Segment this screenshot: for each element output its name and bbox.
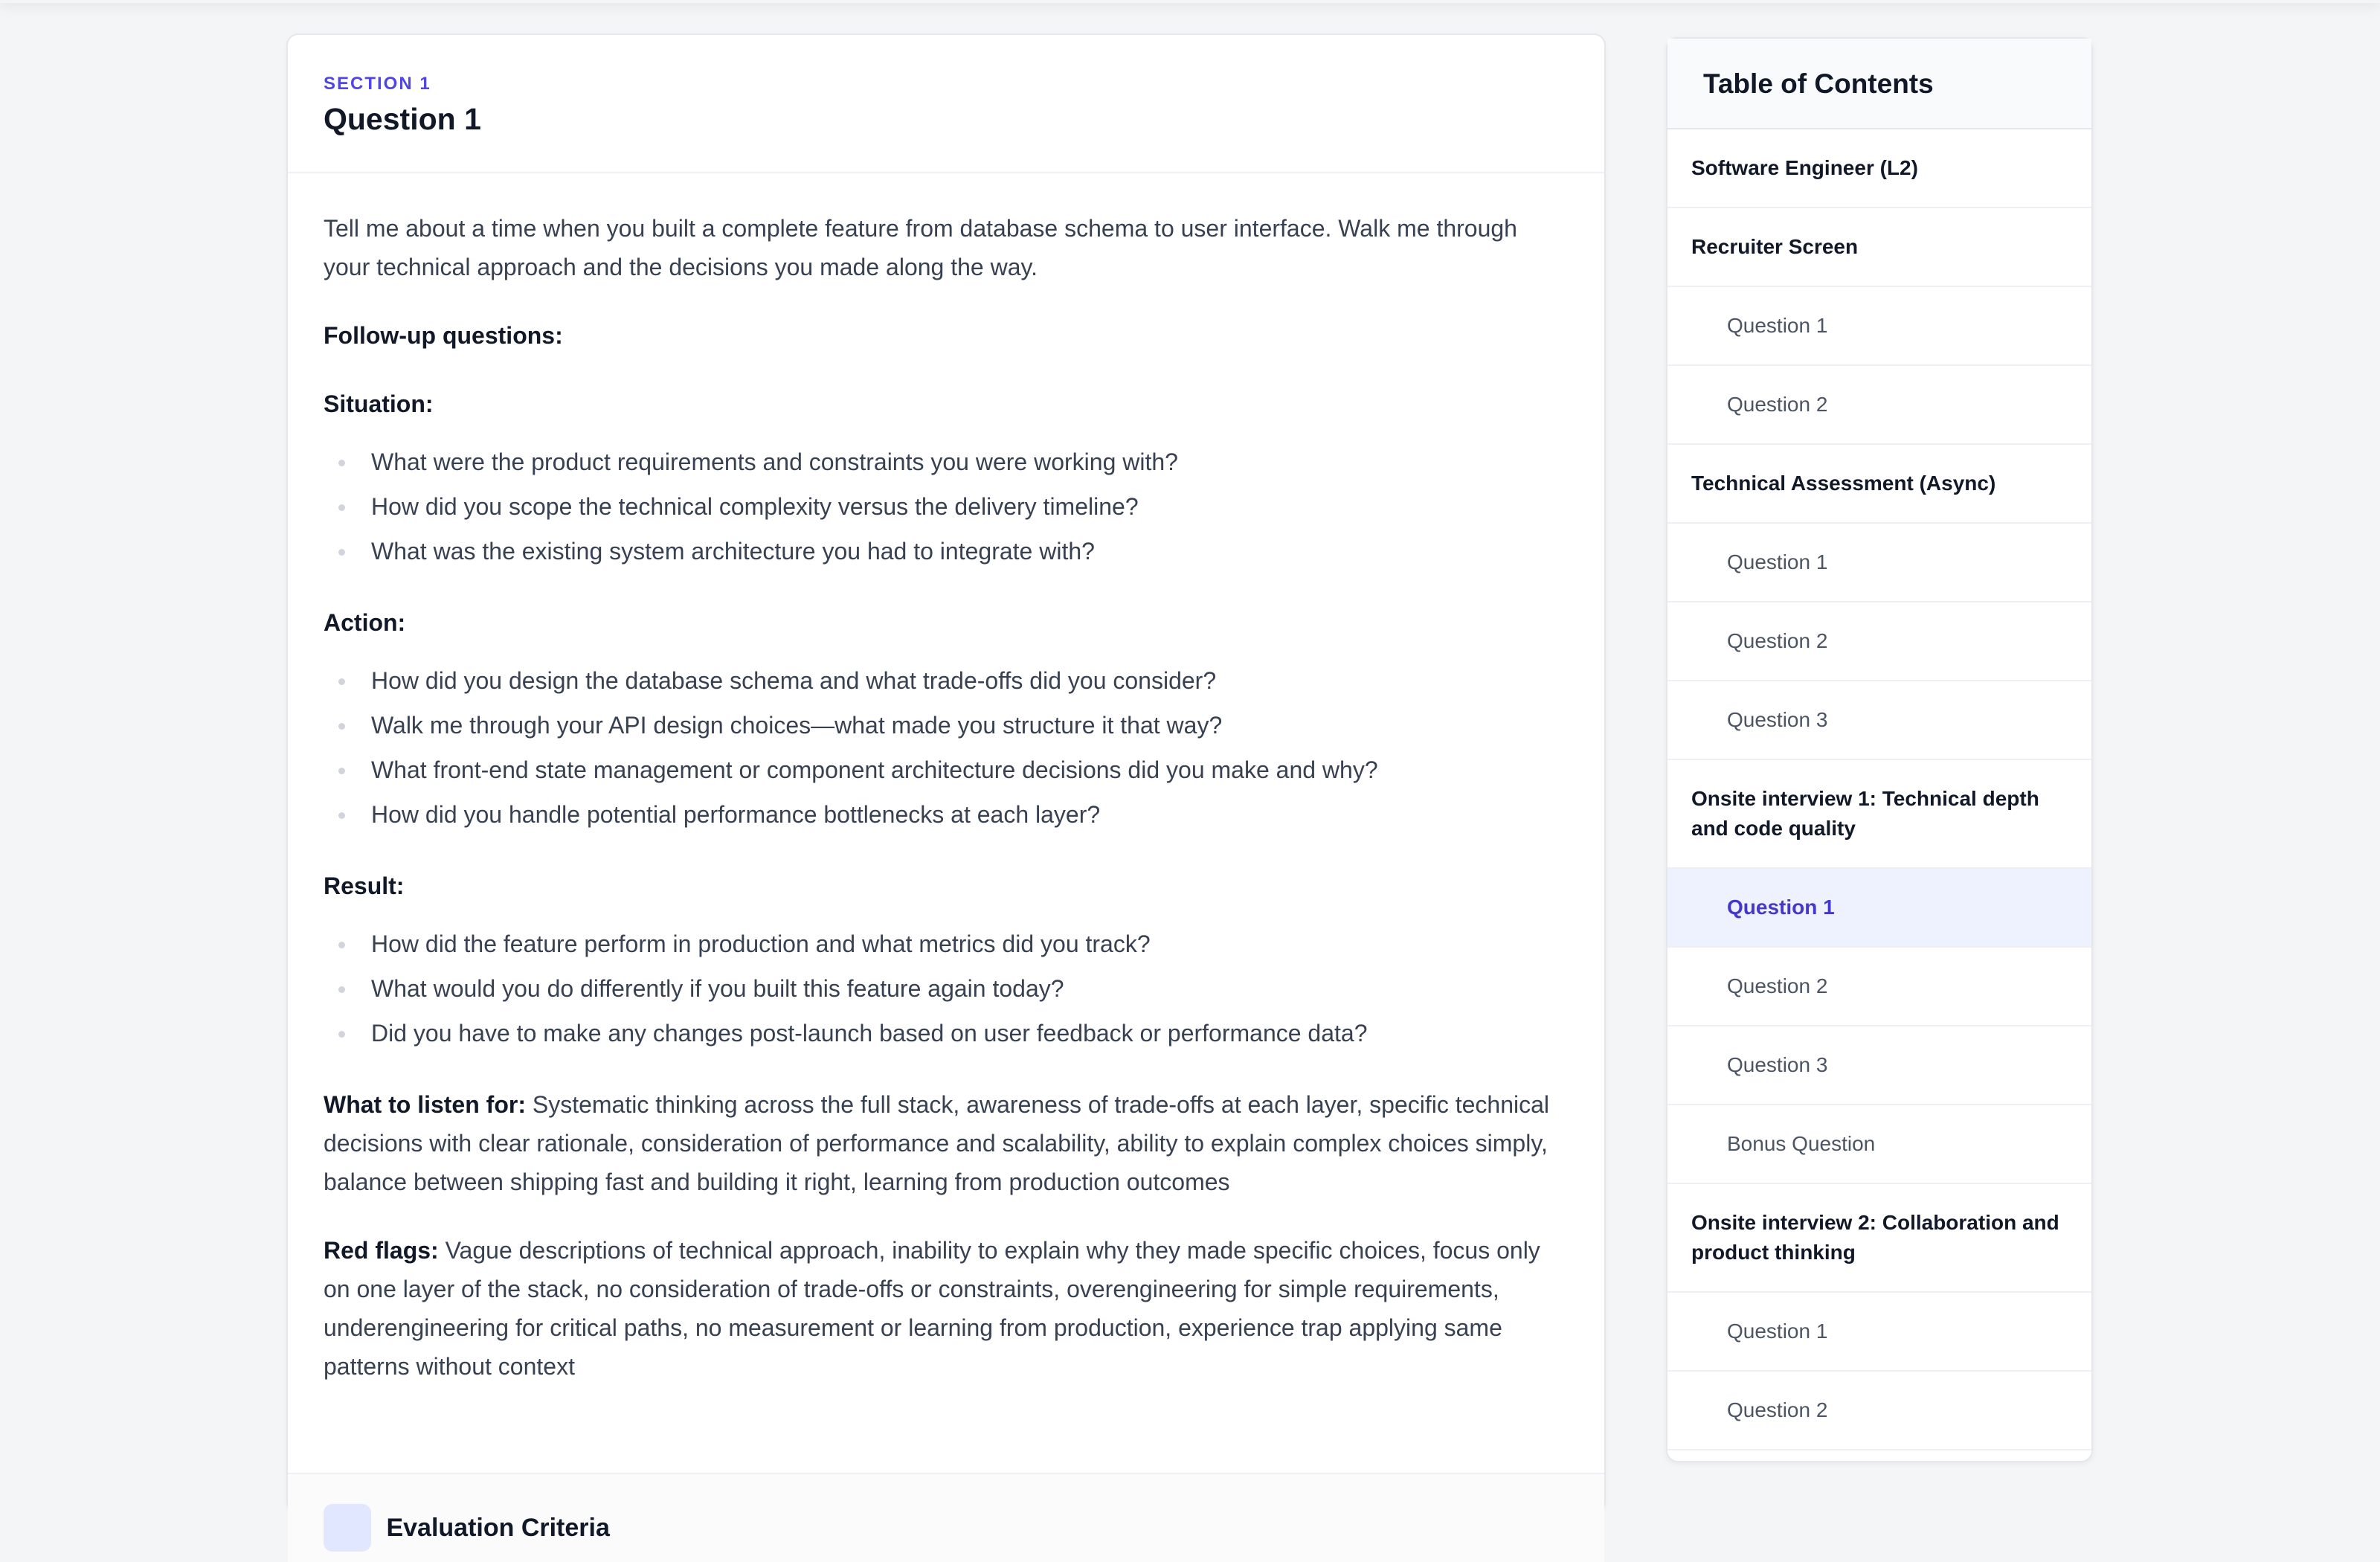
toc-section-item[interactable]: Recruiter Screen	[1667, 208, 2091, 287]
list-item: What were the product requirements and constraints you were working with?	[324, 440, 1569, 484]
question-header	[288, 35, 1604, 173]
section-eyebrow: SECTION 1	[324, 74, 431, 94]
list-item: What was the existing system architecture you had to integrate with?	[324, 529, 1569, 573]
list-item: What would you do differently if you built this feature again today?	[324, 966, 1569, 1011]
red-flags-label: Red flags:	[324, 1237, 439, 1264]
list-item: What front-end state management or component architecture decisions did you make and why?	[324, 748, 1569, 792]
red-flags-text: Vague descriptions of technical approach, inability to explain why they made specific choices, focus only on one layer of the stack, no consideration of trade-offs or constraints, overengineering for simple requirements, underengineering for critical paths, no measurement or learning from production, experience trap applying same patterns without context	[324, 1237, 1540, 1380]
group-action	[324, 603, 1569, 837]
clipboard-icon	[324, 1504, 371, 1552]
listen-for-text: Systematic thinking across the full stack, awareness of trade-offs at each layer, specific technical decisions with clear rationale, consideration of performance and scalability, ability to explain complex choices simply, balance between shipping fast and building it right, learning from production outcomes	[324, 1091, 1550, 1195]
toc-title: Table of Contents	[1667, 39, 2091, 129]
list-item: How did the feature perform in production and what metrics did you track?	[324, 922, 1569, 966]
toc-question-item-active[interactable]: Question 1	[1667, 869, 2091, 948]
group-label: Result:	[324, 872, 405, 899]
bullet-list	[324, 440, 1569, 573]
toc-question-item[interactable]: Question 2	[1667, 948, 2091, 1026]
group-label: Action:	[324, 609, 406, 636]
list-item: How did you design the database schema and what trade-offs did you consider?	[324, 658, 1569, 703]
listen-for-paragraph	[324, 1085, 1569, 1201]
toc-question-item[interactable]: Question 3	[1667, 1026, 2091, 1105]
top-bar-shadow	[0, 0, 2380, 3]
bullet-list	[324, 922, 1569, 1055]
list-item: Walk me through your API design choices—what made you structure it that way?	[324, 703, 1569, 748]
group-situation	[324, 385, 1569, 573]
toc-question-item[interactable]: Question 3	[1667, 681, 2091, 760]
red-flags-paragraph	[324, 1231, 1569, 1386]
table-of-contents	[1666, 37, 2093, 1462]
toc-question-item[interactable]: Question 1	[1667, 524, 2091, 602]
list-item: Did you have to make any changes post-launch based on user feedback or performance data?	[324, 1011, 1569, 1055]
evaluation-label: Evaluation Criteria	[386, 1513, 610, 1542]
toc-question-item[interactable]: Question 2	[1667, 602, 2091, 681]
toc-section-item[interactable]: Onsite interview 1: Technical depth and code quality	[1667, 760, 2091, 869]
question-card	[286, 33, 1606, 1542]
toc-question-item[interactable]: Question 2	[1667, 1372, 2091, 1450]
toc-section-item[interactable]: Software Engineer (L2)	[1667, 129, 2091, 208]
toc-question-item[interactable]: Question 1	[1667, 287, 2091, 366]
bullet-list	[324, 658, 1569, 837]
group-label: Situation:	[324, 390, 434, 417]
list-item: How did you scope the technical complexity versus the delivery timeline?	[324, 484, 1569, 529]
evaluation-section	[288, 1473, 1604, 1562]
toc-question-item[interactable]: Bonus Question	[1667, 1105, 2091, 1184]
toc-section-item[interactable]: Technical Assessment (Async)	[1667, 445, 2091, 524]
question-body	[288, 173, 1604, 1386]
question-title: Question 1	[324, 102, 481, 136]
toc-question-item[interactable]: Question 1	[1667, 1293, 2091, 1372]
list-item: How did you handle potential performance bottlenecks at each layer?	[324, 792, 1569, 837]
toc-question-item[interactable]: Question 2	[1667, 366, 2091, 445]
followup-label: Follow-up questions:	[324, 322, 563, 349]
toc-section-item[interactable]: Onsite interview 2: Collaboration and product thinking	[1667, 1184, 2091, 1293]
group-result	[324, 867, 1569, 1055]
question-prompt: Tell me about a time when you built a complete feature from database schema to user interface. Walk me through your technical approach and the decisions you made along the way.	[324, 215, 1517, 280]
listen-for-label: What to listen for:	[324, 1091, 526, 1118]
